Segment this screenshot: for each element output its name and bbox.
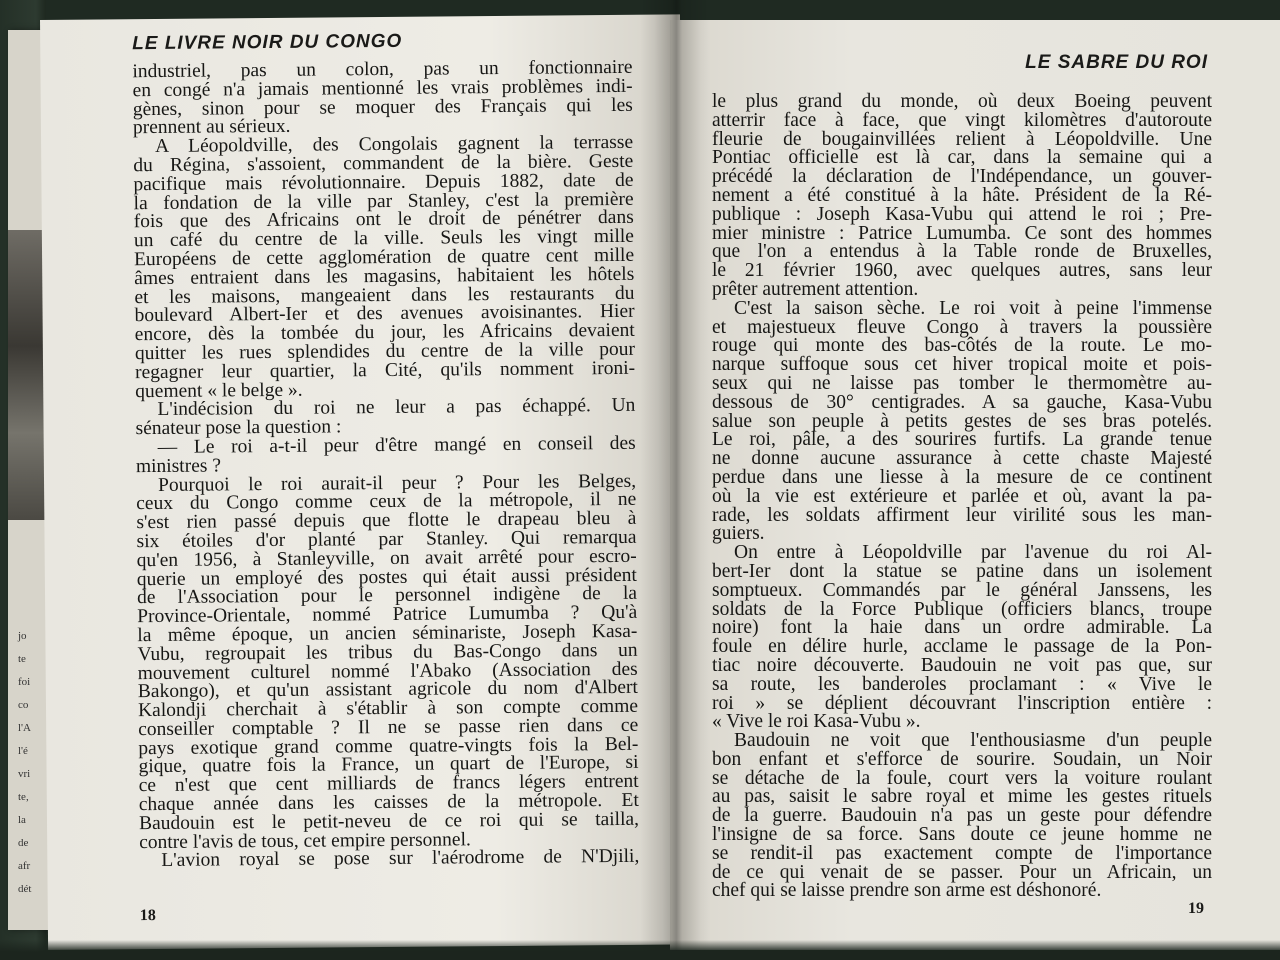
text-line: salue son peuple à petits gestes de ses bras potelés. — [712, 410, 1212, 432]
text-line: mouvement culturel nommé l'Abako (Association des — [137, 658, 638, 684]
text-line: « Vive le roi Kasa-Vubu ». — [712, 711, 921, 733]
text-line: chef qui se laisse prendre son arme est déshonoré. — [712, 880, 1102, 902]
text-line: Vubu, regroupait les tribus du Bas-Congo dans un — [137, 639, 638, 665]
text-line: Province-Orientale, nommé Patrice Lumumba ? Qu'à — [137, 601, 638, 628]
underlying-text-fragment: l'A — [18, 722, 31, 734]
text-line: le 21 février 1960, avec quelques autres, sans leur — [712, 260, 1212, 282]
text-line: industriel, pas un colon, pas un fonctionnaire — [132, 56, 633, 83]
underlying-text-fragment: te, — [18, 791, 29, 803]
underlying-text-fragment: la — [18, 814, 26, 826]
text-line: et majestueux fleuve Congo à travers la poussière — [712, 316, 1212, 338]
text-line: chaque année dans les caisses de la métropole. Et — [138, 789, 639, 816]
text-line: perdue dans une liesse à la mesure de ce continent — [712, 466, 1212, 488]
text-line: se rendit-il pas exactement compte de l'importance — [712, 842, 1212, 864]
text-line: dessous de 30° centigrades. A sa gauche, Kasa-Vubu — [712, 391, 1212, 413]
text-line: encore, dès la tombée du jour, les Africains devaient — [134, 319, 635, 346]
underlying-text-fragment: l'é — [18, 745, 28, 757]
text-line: où la vie est extérieure et parlée et où, avant la pa- — [712, 485, 1212, 507]
text-line: s'est rien passé depuis que flotte le drapeau bleu à — [136, 507, 637, 534]
text-line: A Léopoldville, des Congolais gagnent la terrasse — [155, 132, 634, 158]
underlying-text-fragment: afr — [18, 860, 31, 872]
text-line: rouge qui monte des bas-côtés de la route. Le mo- — [712, 335, 1212, 357]
underlying-text-fragment: jo — [18, 630, 27, 642]
text-line: la fondation de la ville par Stanley, c'est la première — [133, 188, 634, 214]
text-line: le plus grand du monde, où deux Boeing peuvent — [712, 91, 1212, 112]
text-line: précédé la déclaration de l'Indépendance, un gouver- — [712, 166, 1212, 188]
left-page — [40, 14, 688, 950]
text-line: pays exotique grand comme quatre-vingts fois la Bel- — [138, 733, 639, 759]
text-line: foule en délire hurle, acclame le passage de la Pon- — [712, 636, 1212, 658]
text-line: tiac noire découverte. Baudouin ne voit pas que, sur — [712, 654, 1212, 676]
text-line: quitter les rues splendides du centre de la ville pour — [134, 338, 635, 365]
text-line: querie un employé des postes qui était aussi président — [136, 564, 637, 590]
text-line: de la guerre. Baudouin n'a pas un geste pour défendre — [712, 805, 1212, 827]
text-line: contre l'avis de tous, cet empire personnel. — [139, 828, 471, 853]
left-page-number: 18 — [139, 907, 156, 925]
right-running-head: LE SABRE DU ROI — [1025, 52, 1208, 73]
text-line: somptueux. Commandés par le général Janssens, les — [712, 579, 1212, 601]
text-line: l'insigne de sa force. Sans doute ce jeune homme ne — [712, 824, 1212, 846]
text-line: la même époque, un ancien séminariste, Joseph Kasa- — [137, 620, 638, 647]
text-line: Kalondji cherchait à s'établir à son compte comme — [137, 695, 639, 722]
right-page-number: 19 — [1188, 900, 1204, 917]
text-line: Bakongo), et qu'un assistant agricole du nom d'Albert — [137, 677, 638, 703]
text-line: atterrir face à face, que vingt kilomètres d'autoroute — [712, 109, 1212, 131]
text-line: Baudouin ne voit que l'enthousiasme d'un peuple — [734, 730, 1212, 752]
text-line: L'avion royal se pose sur l'aérodrome de N'Djili, — [161, 846, 640, 872]
right-page-body — [712, 93, 1212, 901]
text-line: ce n'est que cent milliards de francs légers entrent — [138, 771, 639, 797]
left-running-head: LE LIVRE NOIR DU CONGO — [132, 30, 403, 55]
text-line: de ce qui venait de se passer. Pour un Africain, un — [712, 861, 1212, 883]
text-line: ceux du Congo comme ceux de la métropole, il ne — [136, 489, 637, 515]
text-line: publique : Joseph Kasa-Vubu qui attend le roi ; Pre- — [712, 203, 1212, 225]
text-line: noire) font la haie dans un ordre admirable. La — [712, 617, 1212, 639]
text-line: au pas, saisit le sabre royal et mime les gestes rituels — [712, 786, 1212, 808]
text-line: se détache de la foule, court vers la voiture roulant — [712, 767, 1212, 789]
text-line: fois que des Africains ont le droit de pénétrer dans — [133, 207, 634, 233]
text-line: On entre à Léopoldville par l'avenue du roi Al- — [734, 542, 1212, 564]
text-line: narque suffoque sous cet hiver tropical moite et pois- — [712, 354, 1212, 376]
text-line: — Le roi a-t-il peur d'être mangé en conseil des — [157, 432, 636, 458]
underlying-text-fragment: dét — [18, 883, 32, 895]
text-line: mier ministre : Patrice Lumumba. Ce sont des hommes — [712, 222, 1212, 244]
text-line: en congé n'a jamais mentionné les vrais problèmes indi- — [132, 75, 633, 101]
text-line: Pontiac officielle est là car, dans la semaine qui a — [712, 147, 1212, 169]
text-line: ministres ? — [135, 455, 222, 477]
text-line: un café du centre de la ville. Seuls les vingt mille — [133, 225, 635, 252]
text-line: prêter autrement attention. — [712, 278, 919, 300]
text-line: prennent au sérieux. — [132, 116, 291, 139]
text-line: seux qui ne laisse pas tomber le thermomètre au- — [712, 372, 1212, 394]
text-line: Baudouin est le petit-neveu de ce roi qui se tailla, — [138, 808, 640, 835]
text-line: qu'en 1956, à Stanleyville, on avait arrêté pour escro- — [136, 545, 637, 571]
text-line: L'indécision du roi ne leur a pas échappé. Un — [157, 395, 636, 421]
right-page — [670, 20, 1280, 950]
text-line: et les maisons, mangeaient dans les restaurants du — [134, 282, 635, 308]
text-line: boulevard Albert-Ier et des avenues avoisinantes. Hier — [134, 301, 635, 327]
text-line: conseiller comptable ? Il ne se passe rien dans ce — [138, 714, 639, 741]
text-line: Européens de cette agglomération de quatre cent mille — [134, 244, 635, 271]
text-line: six étoiles d'or planté par Stanley. Qui remarqua — [136, 526, 637, 553]
text-line: du Régina, s'assoient, commandent de la bière. Geste — [133, 150, 634, 177]
underlying-text-fragment: vri — [18, 768, 31, 780]
text-line: fleurie de bougainvillées relient à Léopoldville. Une — [712, 128, 1212, 150]
text-line: roi » se déplient découvrant l'inscription entière : — [712, 692, 1212, 714]
text-line: quement « le belge ». — [135, 379, 303, 402]
underlying-text-fragment: co — [18, 699, 29, 711]
left-page-body — [132, 56, 640, 872]
text-line: bert-Ier dont la statue se patine dans un isolement — [712, 560, 1212, 582]
text-line: gique, quatre fois la France, un quart de l'Europe, si — [138, 752, 639, 778]
text-line: nement a été constitué à la hâte. Président de la Ré- — [712, 184, 1212, 206]
text-line: gènes, sinon pour se moquer des Français qui les — [132, 94, 633, 120]
bottom-edge — [0, 940, 1280, 960]
text-line: ne donne aucune assurance à cette chaste Majesté — [712, 448, 1212, 470]
text-line: regagner leur quartier, la Cité, qu'ils nomment ironi- — [134, 357, 636, 383]
text-line: soldats de la Force Publique (officiers blancs, troupe — [712, 598, 1212, 620]
text-line: bon enfant et s'efforce de sourire. Soudain, un Noir — [712, 748, 1212, 770]
text-line: rade, les soldats affirment leur virilité sous les man- — [712, 504, 1212, 526]
text-line: âmes entraient dans les magasins, habitaient les hôtels — [134, 263, 635, 289]
text-line: guiers. — [712, 523, 765, 545]
text-line: C'est la saison sèche. Le roi voit à peine l'immense — [734, 297, 1212, 319]
text-line: Pourquoi le roi aurait-il peur ? Pour les Belges, — [157, 470, 637, 496]
text-line: sénateur pose la question : — [135, 416, 342, 440]
text-line: sa route, les banderoles proclamant : « Vive le — [712, 673, 1212, 695]
underlying-text-fragment: foi — [18, 676, 31, 688]
underlying-text-fragment: te — [18, 653, 26, 665]
underlying-text-fragment: de — [18, 837, 29, 849]
text-line: que l'on a entendus à la Table ronde de Bruxelles, — [712, 241, 1212, 263]
text-line: Le roi, pâle, a des sourires furtifs. La grande tenue — [712, 429, 1212, 451]
text-line: pacifique mais révolutionnaire. Depuis 1882, date de — [133, 169, 634, 195]
text-line: de l'Association pour le personnel indigène de la — [136, 583, 638, 609]
